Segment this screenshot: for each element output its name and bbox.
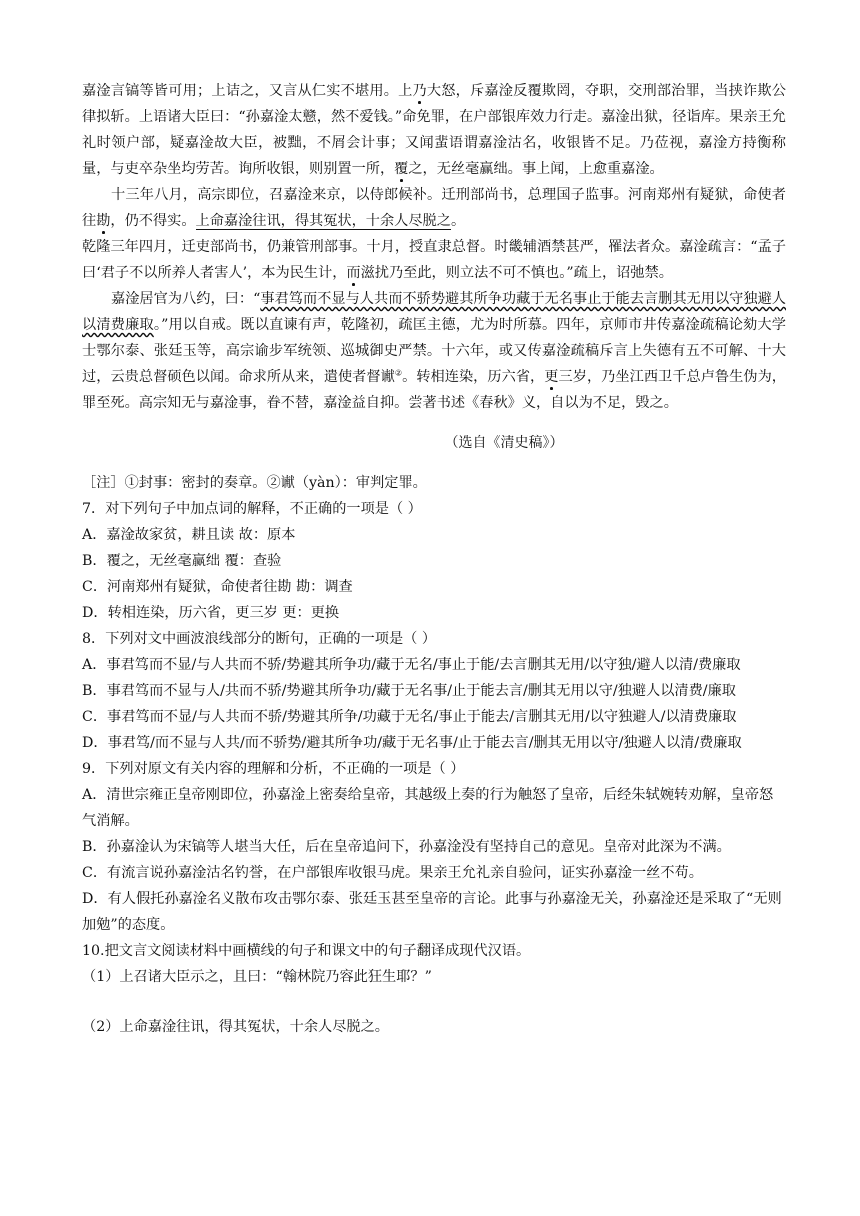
question-8-stem: 8．下列对文中画波浪线部分的断句，正确的一项是（ ） <box>82 631 437 647</box>
text-run: 乾隆三年四月，迁吏部尚书，仍兼管刑部事。十月，授直隶总督。时畿辅酒禁甚严，罹法者众。嘉淦疏言：“孟子曰‘君子不以所养人者害人’，本为民生计， <box>82 239 786 281</box>
question-9-option-d: D．有人假托孙嘉淦名义散布攻击鄂尔泰、张廷玉甚至皇帝的言论。此事与孙嘉淦无关，孙嘉淦还是采取了“无则加勉”的态度。 <box>82 891 782 933</box>
text-run: 。 <box>450 213 466 229</box>
question-10-stem: 10.把文言文阅读材料中画横线的句子和课文中的句子翻译成现代汉语。 <box>82 943 531 959</box>
text-run: ，仍不得实。 <box>110 213 196 229</box>
question-7-option-c: C．河南郑州有疑狱，命使者往勘 勘：调查 <box>82 579 353 595</box>
passage-paragraph-1 <box>82 78 786 182</box>
text-run: 滋扰乃至此，则立法不可不慎也。”疏上，诏弛禁。 <box>360 265 673 281</box>
dotted-word: 勘 <box>96 213 111 229</box>
text-run: 嘉淦言镐等皆可用；上诘之，又言从仁实不堪用。上 <box>82 83 413 99</box>
question-7-option-b: B．覆之，无丝毫赢绌 覆：查验 <box>82 553 282 569</box>
footnote-marker: ② <box>394 368 403 378</box>
question-9-option-c: C．有流言说孙嘉淦沽名钓誉，在户部银库收银马虎。果亲王允礼亲自验问，证实孙嘉淦一丝不苟。 <box>82 865 703 881</box>
question-9-stem: 9．下列对原文有关内容的理解和分析，不正确的一项是（ ） <box>82 761 465 777</box>
question-8-option-c: C．事君笃而不显/与人共而不骄/势避其所争/功藏于无名/事止于能去/言删其无用/以守独避人/以清费廉取 <box>82 709 737 725</box>
question-7-option-d: D．转相连染，历六省，更三岁 更：更换 <box>82 605 340 621</box>
question-8-option-d: D．事君笃/而不显与人共/而不骄势/避其所争功/藏于无名事/止于能去言/删其无用以守/独避人以清/费廉取 <box>82 735 742 751</box>
dotted-word: 乃 <box>412 83 427 99</box>
text-run: 。转相连染，历六省， <box>402 369 545 385</box>
text-run: 。”用以自戒。既以直谏有声，乾隆初，疏匡主德，尤为时所慕。四年，京师市井传嘉淦疏稿论劾大学士鄂尔泰、张廷玉等，高宗谕步军统领、巡城御史严禁。十六年，或又传嘉淦疏稿斥言上失德有五不可解、十大过，云贵总督硕色以闻。命求所从来，遣使者督谳 <box>82 317 786 385</box>
answer-space <box>82 990 786 1014</box>
text-run: 三岁，乃坐江西卫千总卢鲁生伪为，罪至死。高宗知无与嘉淦事，眷不替，嘉淦益自抑。尝著书述《春秋》义，自以为不足，毁之。 <box>82 369 786 411</box>
text-run: 大怒，斥嘉淦反覆欺罔，夺职，交刑部治罪，当挟诈欺公律拟斩。上语诸大臣曰：“孙嘉淦太戆，然不爱钱。”命免罪，在户部银库效力行走。嘉淦出狱，径诣库。果亲王允礼时领户部，疑嘉淦故大臣，被黜，不屑会计事；又闻蜚语谓嘉淦沽名，收银皆不足。乃莅视，嘉淦方持衡称量，与吏卒杂坐均劳苦。询所收银，则别置一所， <box>82 83 786 177</box>
document-page <box>82 78 786 1040</box>
question-7-stem: 7．对下列句子中加点词的解释，不正确的一项是（ ） <box>82 501 422 517</box>
text-run: 之，无丝毫赢绌。事上闻，上愈重嘉淦。 <box>408 161 664 177</box>
source-citation: （选自《清史稿》） <box>444 435 564 451</box>
dotted-word: 覆 <box>394 161 409 177</box>
footnote: ［注］①封事：密封的奏章。②谳（yàn）：审判定罪。 <box>82 475 427 491</box>
dotted-word: 更 <box>544 369 559 385</box>
question-10-item-2: （2）上命嘉淦往讯，得其冤状，十余人尽脱之。 <box>82 1019 389 1035</box>
question-9-option-b: B．孙嘉淦认为宋镐等人堪当大任，后在皇帝追问下，孙嘉淦没有坚持自己的意见。皇帝对此深为不满。 <box>82 839 731 855</box>
question-8-option-a: A．事君笃而不显/与人共而不骄/势避其所争功/藏于无名/事止于能/去言删其无用/以守独/避人以清/费廉取 <box>82 657 741 673</box>
wavy-underlined-text: 事君笃而不显与人共而不骄势避其所争功藏于无名事止于能去言删其无用以守独避人以清费廉取 <box>82 291 786 333</box>
question-9-option-a: A．清世宗雍正皇帝刚即位，孙嘉淦上密奏给皇帝，其越级上奏的行为触怒了皇帝，后经朱轼婉转劝解，皇帝怒气消解。 <box>82 787 774 829</box>
question-7-option-a: A．嘉淦故家贫，耕且读 故：原本 <box>82 527 296 543</box>
question-8-option-b: B．事君笃而不显与人/共而不骄/势避其所争功/藏于无名事/止于能去言/删其无用以守/独避人以清费/廉取 <box>82 683 736 699</box>
passage-paragraph-2 <box>82 182 786 234</box>
text-run: 十三年八月，高宗即位，召嘉淦来京，以侍郎候补。迁刑部尚书，总理国子监事。河南郑州有疑狱，命使者往 <box>82 187 786 229</box>
question-10-item-1: （1）上召诸大臣示之，且曰：“翰林院乃容此狂生耶？” <box>82 969 432 985</box>
passage-paragraph-3 <box>82 234 786 286</box>
passage-paragraph-4 <box>82 286 786 416</box>
text-run: 嘉淦居官为八约，曰：“ <box>111 291 261 307</box>
underlined-sentence: 上命嘉淦往讯，得其冤状，十余人尽脱之 <box>195 213 451 229</box>
dotted-word: 而 <box>346 265 361 281</box>
